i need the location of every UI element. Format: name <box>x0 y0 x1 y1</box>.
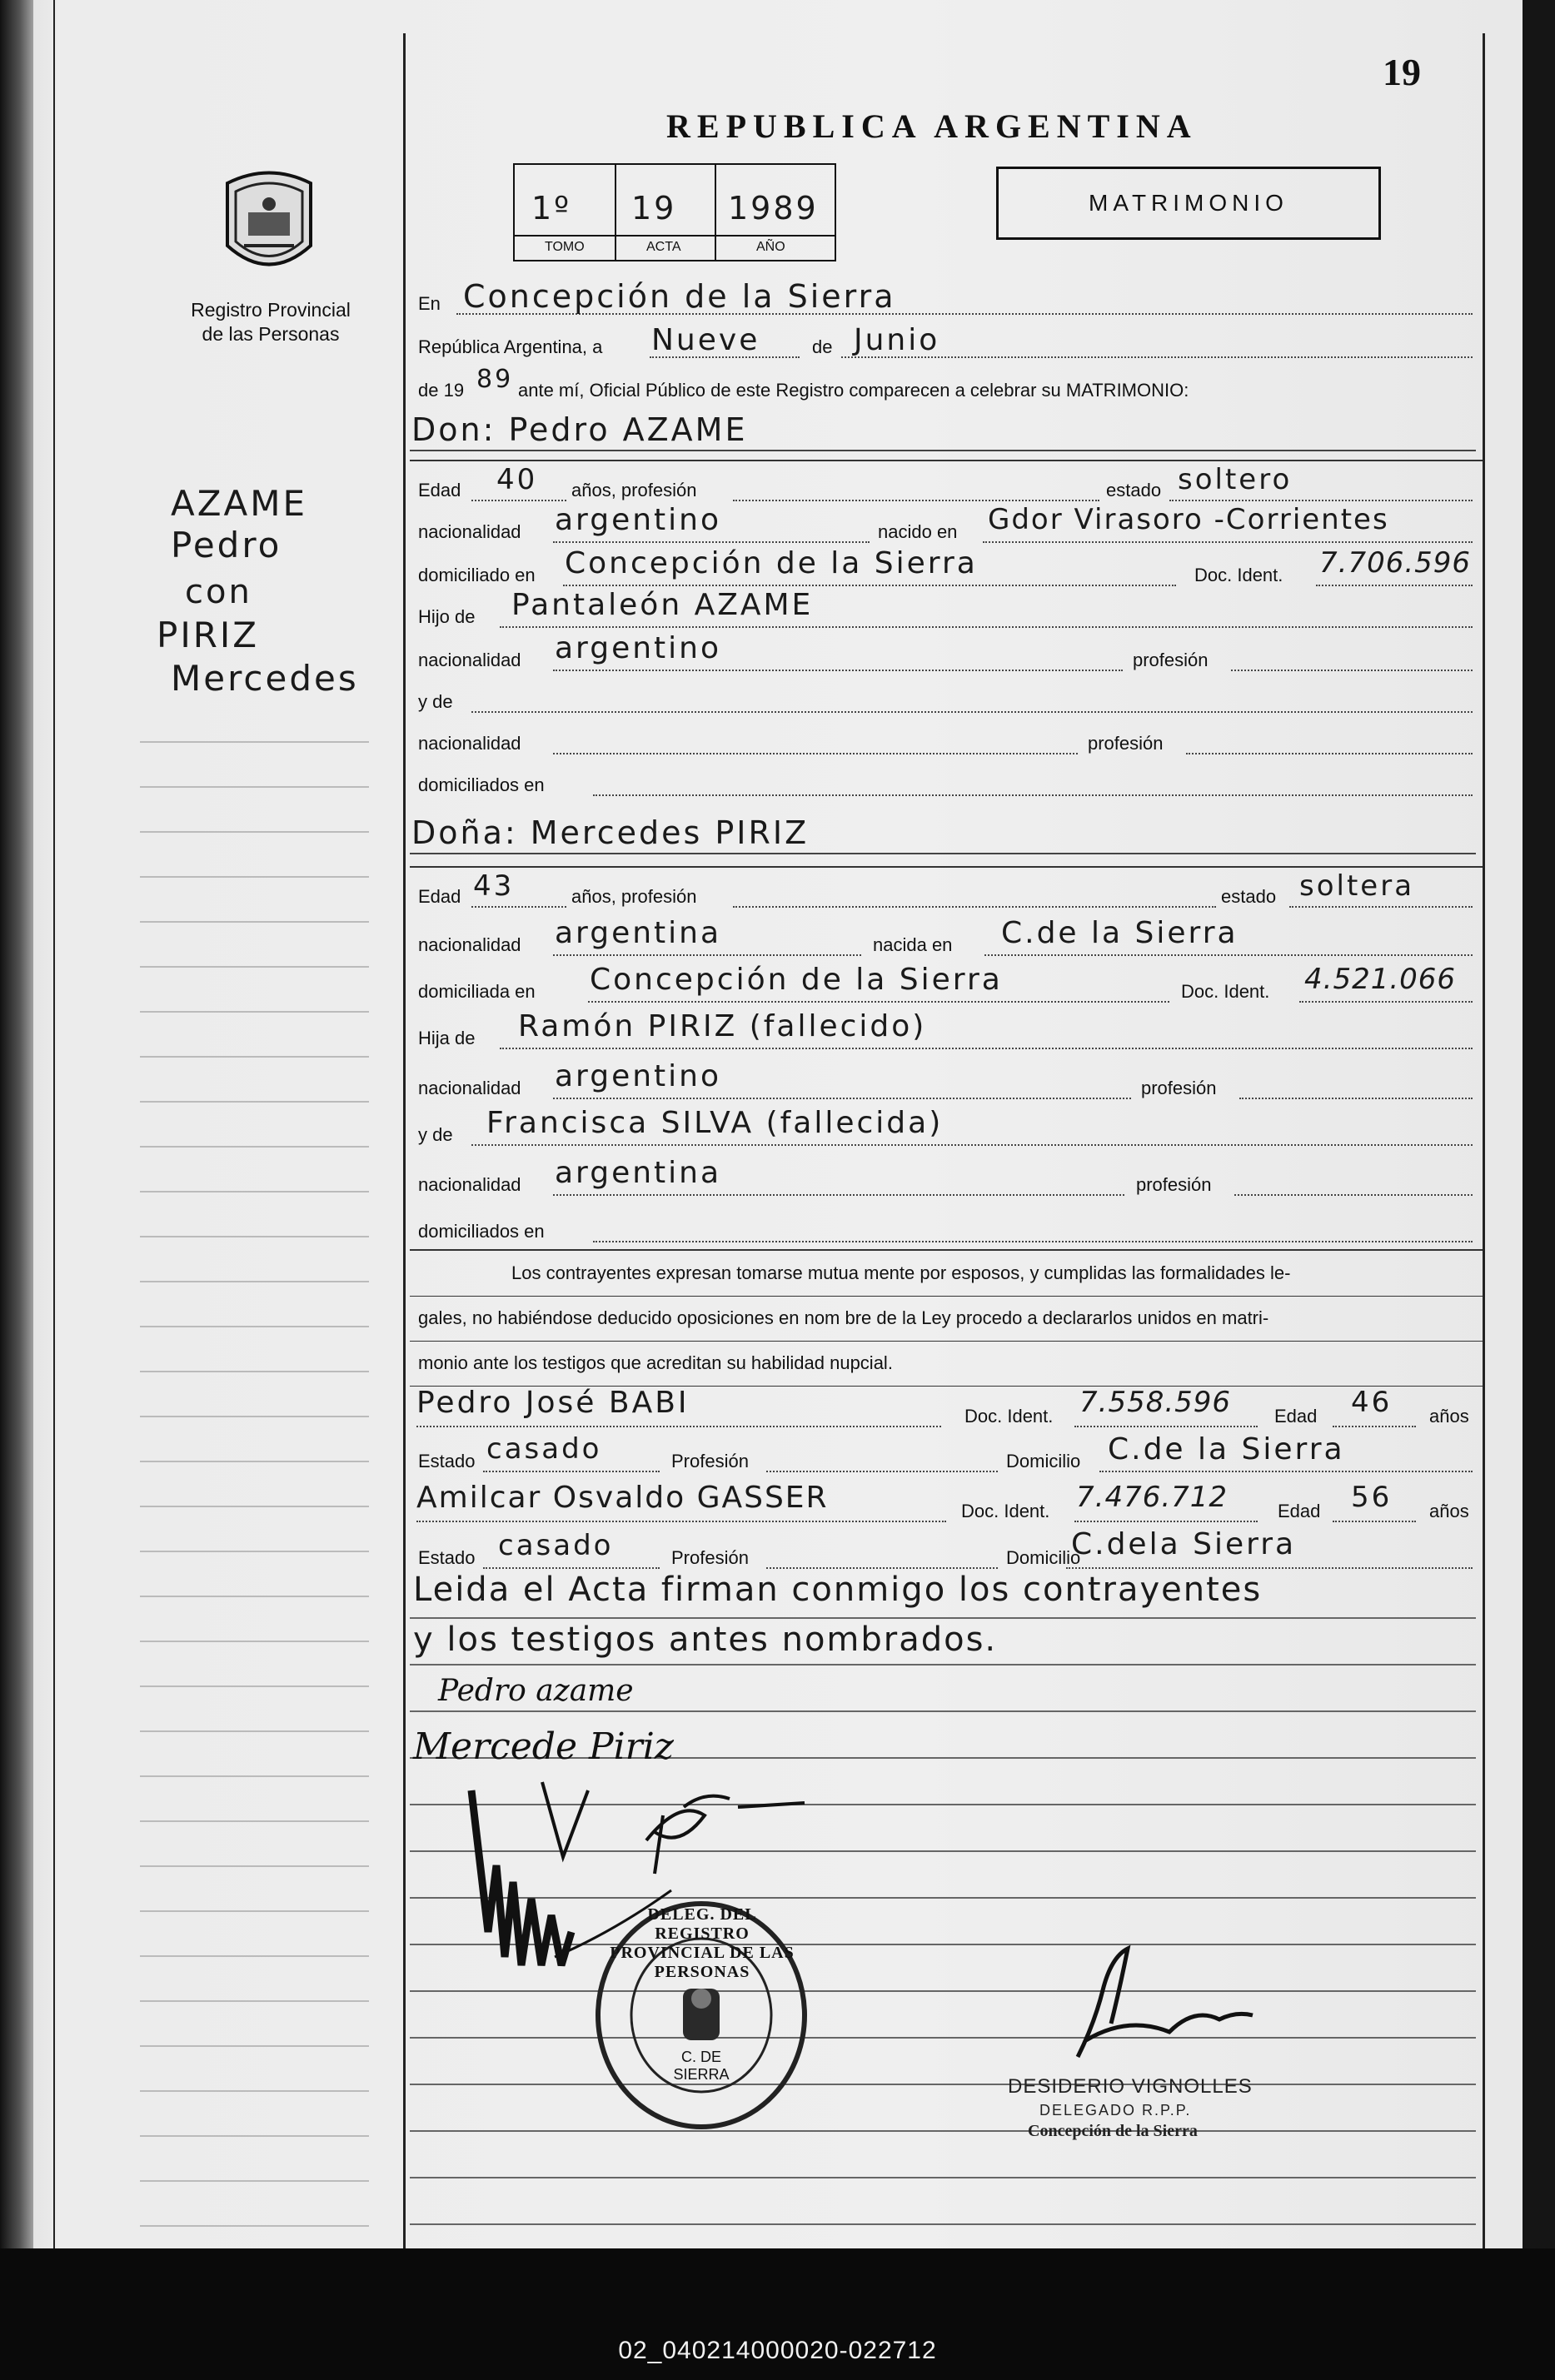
registry-name-line1: Registro Provincial <box>191 299 351 321</box>
official-name: DESIDERIO VIGNOLLES <box>1008 2075 1253 2098</box>
acta-label: ACTA <box>646 240 681 254</box>
margin-rule <box>140 831 369 833</box>
groom-father-nac-label: nacionalidad <box>418 650 521 670</box>
margin-rule <box>140 1146 369 1148</box>
ano-value: 1989 <box>728 190 819 227</box>
margin-rule <box>140 1506 369 1507</box>
groom-hijo-label: Hijo de <box>418 606 476 627</box>
year-suffix: 89 <box>476 365 514 394</box>
witness1-anos-label: años <box>1429 1406 1469 1427</box>
witness2-domicilio: C.dela Sierra <box>1071 1527 1297 1561</box>
tomo-value: 1º <box>531 190 572 227</box>
left-margin-line <box>53 0 55 2248</box>
groom-y-de-label: y de <box>418 691 453 712</box>
groom-father: Pantaleón AZAME <box>511 588 814 622</box>
margin-rule <box>140 2090 369 2092</box>
margin-rule <box>140 1101 369 1103</box>
bride-father-nac: argentino <box>555 1059 722 1093</box>
margin-rule <box>140 1416 369 1417</box>
groom-nacido-label: nacido en <box>878 521 958 542</box>
witness2-doc: 7.476.712 <box>1076 1481 1229 1514</box>
official-signature-scribble <box>1053 1940 1269 2074</box>
republica-label: República Argentina, a <box>418 336 603 357</box>
seal-center-text: C. DE SIERRA <box>673 2049 730 2083</box>
groom-nac-label: nacionalidad <box>418 521 521 542</box>
margin-rule <box>140 1281 369 1282</box>
groom-nacionalidad: argentino <box>555 503 722 537</box>
margin-rule <box>140 1551 369 1552</box>
intro-month: Junio <box>854 323 940 357</box>
margin-rule <box>140 1461 369 1462</box>
signature-rule <box>410 1617 1476 1619</box>
bride-mother-prof-label: profesión <box>1136 1174 1212 1195</box>
tomo-label: TOMO <box>545 240 585 254</box>
witness2-edad-label: Edad <box>1278 1501 1321 1521</box>
registry-round-seal <box>593 1899 810 2132</box>
witness2-doc-label: Doc. Ident. <box>961 1501 1050 1521</box>
margin-note-surname2: PIRIZ <box>157 615 260 655</box>
groom-dom-label: domiciliado en <box>418 565 536 585</box>
official-title: DELEGADO R.P.P. <box>1039 2102 1192 2119</box>
bride-estado: soltera <box>1299 869 1415 903</box>
page-number: 19 <box>1383 51 1421 93</box>
bride-nac-label: nacionalidad <box>418 934 521 955</box>
right-border-line <box>1483 33 1485 2248</box>
bride-age: 43 <box>473 869 515 903</box>
witness1-domicilio: C.de la Sierra <box>1108 1432 1345 1466</box>
de-label: de <box>812 336 833 357</box>
margin-rule <box>140 1326 369 1327</box>
witness2-estado-label: Estado <box>418 1547 476 1568</box>
acta-value: 19 <box>631 190 677 227</box>
intro-day: Nueve <box>651 323 760 357</box>
provincial-coat-of-arms <box>215 167 323 283</box>
groom-estado-label: estado <box>1106 480 1162 500</box>
margin-rule <box>140 1910 369 1912</box>
margin-rule <box>140 1865 369 1867</box>
closing-line-2: y los testigos antes nombrados. <box>413 1621 998 1659</box>
witness1-profesion-label: Profesión <box>671 1451 749 1471</box>
declaration-line-3: monio ante los testigos que acreditan su habilidad nupcial. <box>418 1352 893 1373</box>
signature-rule <box>410 2177 1476 2178</box>
groom-doc: 7.706.596 <box>1319 546 1472 580</box>
margin-note-name2: Mercedes <box>171 658 359 699</box>
ano-label: AÑO <box>756 240 785 254</box>
seal-ring-text: DELEG. DEL REGISTRO PROVINCIAL DE LAS PERSONAS <box>610 1905 795 1981</box>
en-label: En <box>418 293 441 314</box>
margin-rule <box>140 741 369 743</box>
groom-mother-nac-label: nacionalidad <box>418 733 521 754</box>
witness1-name: Pedro José BABI <box>416 1386 690 1420</box>
groom-birthplace: Gdor Virasoro -Corrientes <box>988 503 1389 536</box>
bride-domicilio: Concepción de la Sierra <box>590 963 1003 997</box>
bride-dom-label: domiciliada en <box>418 981 536 1002</box>
signature-rule <box>410 2223 1476 2225</box>
groom-father-nac: argentino <box>555 631 722 665</box>
bride-mother: Francisca SILVA (fallecida) <box>486 1106 944 1140</box>
bride-parents-dom-label: domiciliados en <box>418 1221 545 1242</box>
witness2-name: Amilcar Osvaldo GASSER <box>416 1481 829 1515</box>
margin-rule <box>140 876 369 878</box>
bride-birthplace: C.de la Sierra <box>1001 916 1239 950</box>
margin-rule <box>140 2225 369 2227</box>
margin-note-name: Pedro <box>171 525 282 565</box>
groom-age: 40 <box>496 463 538 496</box>
margin-rule <box>140 786 369 788</box>
margin-rule <box>140 966 369 968</box>
signature-rule <box>410 2037 1476 2039</box>
intro-statement: ante mí, Oficial Público de este Registro comparecen a celebrar su MATRIMONIO: <box>518 380 1189 401</box>
witness1-estado: casado <box>486 1432 602 1466</box>
witness1-edad-label: Edad <box>1274 1406 1318 1427</box>
bride-signature: Mercede Piriz <box>413 1725 674 1768</box>
witness2-age: 56 <box>1351 1481 1393 1514</box>
bride-heading: Doña: Mercedes PIRIZ <box>411 814 810 851</box>
bride-profesion-label: años, profesión <box>571 886 697 907</box>
margin-rule <box>140 1596 369 1597</box>
margin-rule <box>140 1775 369 1777</box>
groom-mother-prof-label: profesión <box>1088 733 1164 754</box>
bride-mother-nac-label: nacionalidad <box>418 1174 521 1195</box>
margin-rule <box>140 1641 369 1642</box>
official-place: Concepción de la Sierra <box>1028 2122 1198 2140</box>
year-prefix: de 19 <box>418 380 465 401</box>
country-title: REPUBLICA ARGENTINA <box>666 107 1198 145</box>
bride-mother-nac: argentina <box>555 1156 722 1190</box>
bride-edad-label: Edad <box>418 886 461 907</box>
bride-father-nac-label: nacionalidad <box>418 1078 521 1098</box>
groom-signature: Pedro azame <box>438 1674 634 1708</box>
bride-nacionalidad: argentina <box>555 916 722 950</box>
margin-rule <box>140 1236 369 1237</box>
act-id-table <box>513 163 836 261</box>
bride-hija-label: Hija de <box>418 1028 476 1048</box>
groom-heading: Don: Pedro AZAME <box>411 411 748 448</box>
witness2-profesion-label: Profesión <box>671 1547 749 1568</box>
margin-note-con: con <box>185 573 252 611</box>
margin-rule <box>140 1056 369 1058</box>
margin-rule <box>140 1011 369 1013</box>
column-divider <box>403 33 406 2248</box>
signature-rule <box>410 2130 1476 2132</box>
witness1-doc: 7.558.596 <box>1079 1386 1232 1419</box>
witness1-doc-label: Doc. Ident. <box>964 1406 1054 1427</box>
margin-rule <box>140 1730 369 1732</box>
margin-rule <box>140 921 369 923</box>
groom-doc-label: Doc. Ident. <box>1194 565 1283 585</box>
groom-profesion-label: años, profesión <box>571 480 697 500</box>
signature-rule <box>410 1710 1476 1712</box>
book-spine <box>0 0 33 2248</box>
bride-estado-label: estado <box>1221 886 1277 907</box>
margin-rule <box>140 1191 369 1192</box>
margin-rule <box>140 2045 369 2047</box>
witness1-age: 46 <box>1351 1386 1393 1419</box>
bride-doc: 4.521.066 <box>1304 963 1457 996</box>
margin-rule <box>140 1371 369 1372</box>
act-type: MATRIMONIO <box>1089 190 1288 216</box>
margin-rule <box>140 2000 369 2002</box>
margin-rule <box>140 2180 369 2182</box>
declaration-line-1: Los contrayentes expresan tomarse mutua mente por esposos, y cumplidas las formalidades le- <box>511 1262 1291 1283</box>
footer-code: 02_040214000020-022712 <box>618 2337 937 2364</box>
signature-rule <box>410 2084 1476 2085</box>
groom-edad-label: Edad <box>418 480 461 500</box>
margin-rule <box>140 1820 369 1822</box>
witness2-domicilio-label: Domicilio <box>1006 1547 1081 1568</box>
margin-rule <box>140 2135 369 2137</box>
margin-rule <box>140 1955 369 1957</box>
bride-father: Ramón PIRIZ (fallecido) <box>518 1009 927 1043</box>
groom-estado: soltero <box>1178 463 1293 496</box>
signature-rule <box>410 1990 1476 1992</box>
groom-father-prof-label: profesión <box>1133 650 1209 670</box>
margin-note-surname: AZAME <box>171 483 308 524</box>
act-type-box <box>996 167 1381 240</box>
signature-rule <box>410 1664 1476 1666</box>
bride-doc-label: Doc. Ident. <box>1181 981 1270 1002</box>
margin-rule <box>140 1685 369 1687</box>
registry-name-line2: de las Personas <box>202 323 340 345</box>
page-edge <box>1523 0 1555 2298</box>
declaration-line-2: gales, no habiéndose deducido oposiciones en nom bre de la Ley procedo a declararlos unidos en matri- <box>418 1307 1269 1328</box>
intro-place: Concepción de la Sierra <box>463 278 896 315</box>
groom-parents-dom-label: domiciliados en <box>418 774 545 795</box>
groom-domicilio: Concepción de la Sierra <box>565 546 978 580</box>
witness1-estado-label: Estado <box>418 1451 476 1471</box>
bride-y-de-label: y de <box>418 1124 453 1145</box>
registry-name <box>171 298 371 346</box>
bride-father-prof-label: profesión <box>1141 1078 1217 1098</box>
bride-nacida-label: nacida en <box>873 934 953 955</box>
witness1-domicilio-label: Domicilio <box>1006 1451 1081 1471</box>
witness2-estado: casado <box>498 1529 614 1562</box>
witness2-anos-label: años <box>1429 1501 1469 1521</box>
closing-line-1: Leida el Acta firman conmigo los contrayentes <box>413 1571 1263 1609</box>
